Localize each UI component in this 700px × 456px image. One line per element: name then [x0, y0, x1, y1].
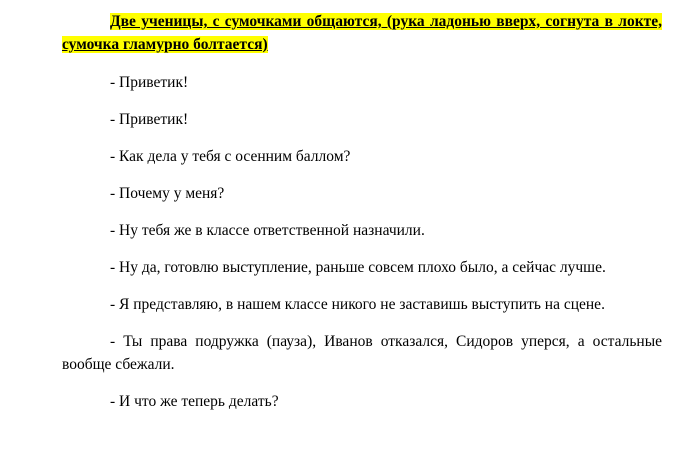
dialogue-line-7: - Я представляю, в нашем классе никого не заставишь выступить на сцене.	[110, 296, 605, 313]
stage-direction-heading	[62, 10, 662, 56]
dialogue-line-4: - Почему у меня?	[110, 185, 225, 202]
document-page	[62, 10, 662, 413]
dialogue-line-2: - Приветик!	[110, 111, 189, 128]
dialogue-line-3: - Как дела у тебя с осенним баллом?	[110, 148, 351, 165]
dialogue-line-9: - И что же теперь делать?	[110, 393, 279, 410]
dialogue-line-1: - Приветик!	[110, 74, 189, 91]
dialogue-line-5: - Ну тебя же в классе ответственной назначили.	[110, 222, 425, 239]
dialogue-line-8: - Ты права подружка (пауза), Иванов отказался, Сидоров уперся, а остальные вообще сбежали.	[62, 333, 662, 373]
dialogue-line-6: - Ну да, готовлю выступление, раньше совсем плохо было, а сейчас лучше.	[110, 259, 606, 276]
highlighted-heading-text: Две ученицы, с сумочками общаются, (рука ладонью вверх, согнута в локте, сумочка гламурно болтается)	[62, 13, 662, 53]
